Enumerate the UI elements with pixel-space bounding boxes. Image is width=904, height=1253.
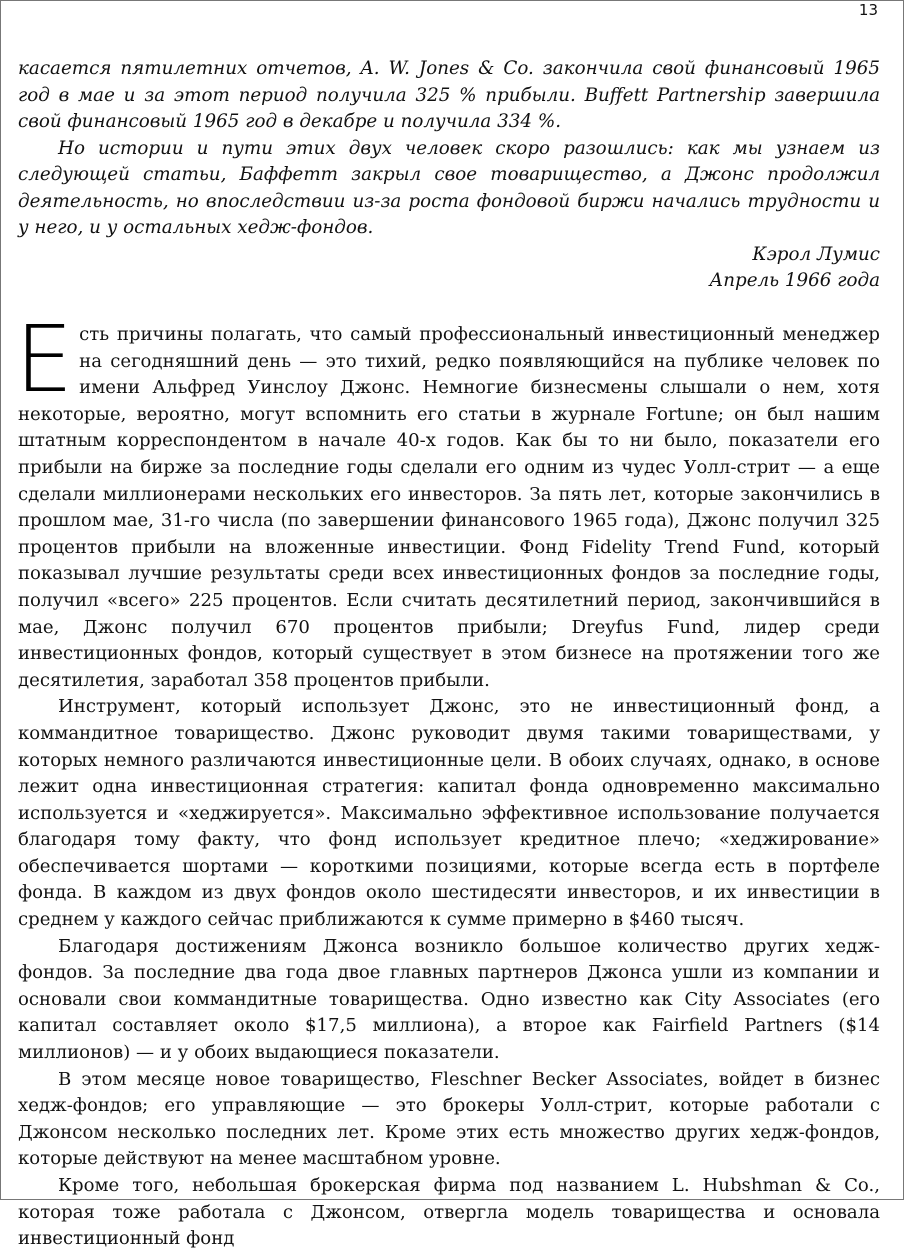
article-paragraph: Кроме того, небольшая брокерская фирма под названием L. Hubshman & Co., которая тоже работала с Джонсом, отвергла модель товарищества и основала инвестиционный фонд — [18, 1175, 880, 1250]
intro-block — [18, 56, 880, 295]
intro-paragraph: Но истории и пути этих двух человек скоро разошлись: как мы узнаем из следующей статьи, Баффетт закрыл свое товарищество, а Джонс продолжил деятельность, но впоследствии из-за роста фондовой биржи начались трудности и у него, и у остальных хедж-фондов. — [18, 137, 880, 238]
drop-cap: Е — [15, 306, 74, 413]
intro-paragraph: касается пятилетних отчетов, A. W. Jones & Co. закончила свой финансовый 1965 год в мае и за этот период получила 325 % прибыли. Buffett Partnership завершила свой финансовый 1965 год в декабре и получила 334 %. — [18, 58, 880, 132]
article-paragraph: Инструмент, который использует Джонс, это не инвестиционный фонд, а коммандитное товарищество. Джонс руководит двумя такими товариществами, у которых немного различаются инвестиционные цели. В обоих случаях, однако, в основе лежит одна инвестиционная стратегия: капитал фонда одновременно максимально используется и «хеджируется». Максимально эффективное использование получается благодаря тому факту, что фонд использует кредитное плечо; «хеджирование» обеспечивается шортами — короткими позициями, которые всегда есть в портфеле фонда. В каждом из двух фондов около шестидесяти инвесторов, и их инвестиции в среднем у каждого сейчас приближаются к сумме примерно в $460 тысяч. — [18, 696, 880, 931]
article-paragraph — [15, 306, 880, 694]
intro-author: Кэрол Лумис — [752, 243, 880, 265]
page-number: 13 — [858, 1, 878, 19]
intro-date: Апрель 1966 года — [709, 270, 880, 291]
article-body — [15, 306, 880, 1253]
article-first-paragraph-text: сть причины полагать, что самый профессиональный инвестиционный менеджер на сегодняшний день — это тихий, редко появляющийся на публике человек по имени Альфред Уинслоу Джонс. Немногие бизнесмены слышали о нем, хотя некоторые, вероятно, могут вспомнить его статьи в журнале Fortune; он был нашим штатным корреспондентом в начале 40-х годов. Как бы то ни было, показатели его прибыли на бирже за последние годы сделали его одним из чудес Уолл-стрит — а еще сделали миллионерами нескольких его инвесторов. За пять лет, которые закончились в прошлом мае, 31-го числа (по завершении финансового 1965 года), Джонс получил 325 процентов прибыли на вложенные инвестиции. Фонд Fidelity Trend Fund, который показывал лучшие результаты среди всех инвестиционных фондов за последние годы, получил «всего» 225 процентов. Если считать десятилетний период, закончившийся в мае, Джонс получил 670 процентов прибыли; Dreyfus Fund, лидер среди инвестиционных фондов, который существует в этом бизнесе на протяжении того же десятилетия, заработал 358 процентов прибыли. — [18, 324, 880, 691]
article-paragraph: В этом месяце новое товарищество, Fleschner Becker Associates, войдет в бизнес хедж-фондов; его управляющие — это брокеры Уолл-стрит, которые работали с Джонсом несколько последних лет. Кроме этих есть множество других хедж-фондов, которые действуют на менее масштабном уровне. — [18, 1068, 880, 1170]
article-paragraph: Благодаря достижениям Джонса возникло большое количество других хедж-фондов. За последние два года двое главных партнеров Джонса ушли из компании и основали свои коммандитные товарищества. Одно известно как City Associates (его капитал составляет около $17,5 миллиона), а второе как Fairfield Partners ($14 миллионов) — и у обоих выдающиеся показатели. — [18, 935, 880, 1064]
